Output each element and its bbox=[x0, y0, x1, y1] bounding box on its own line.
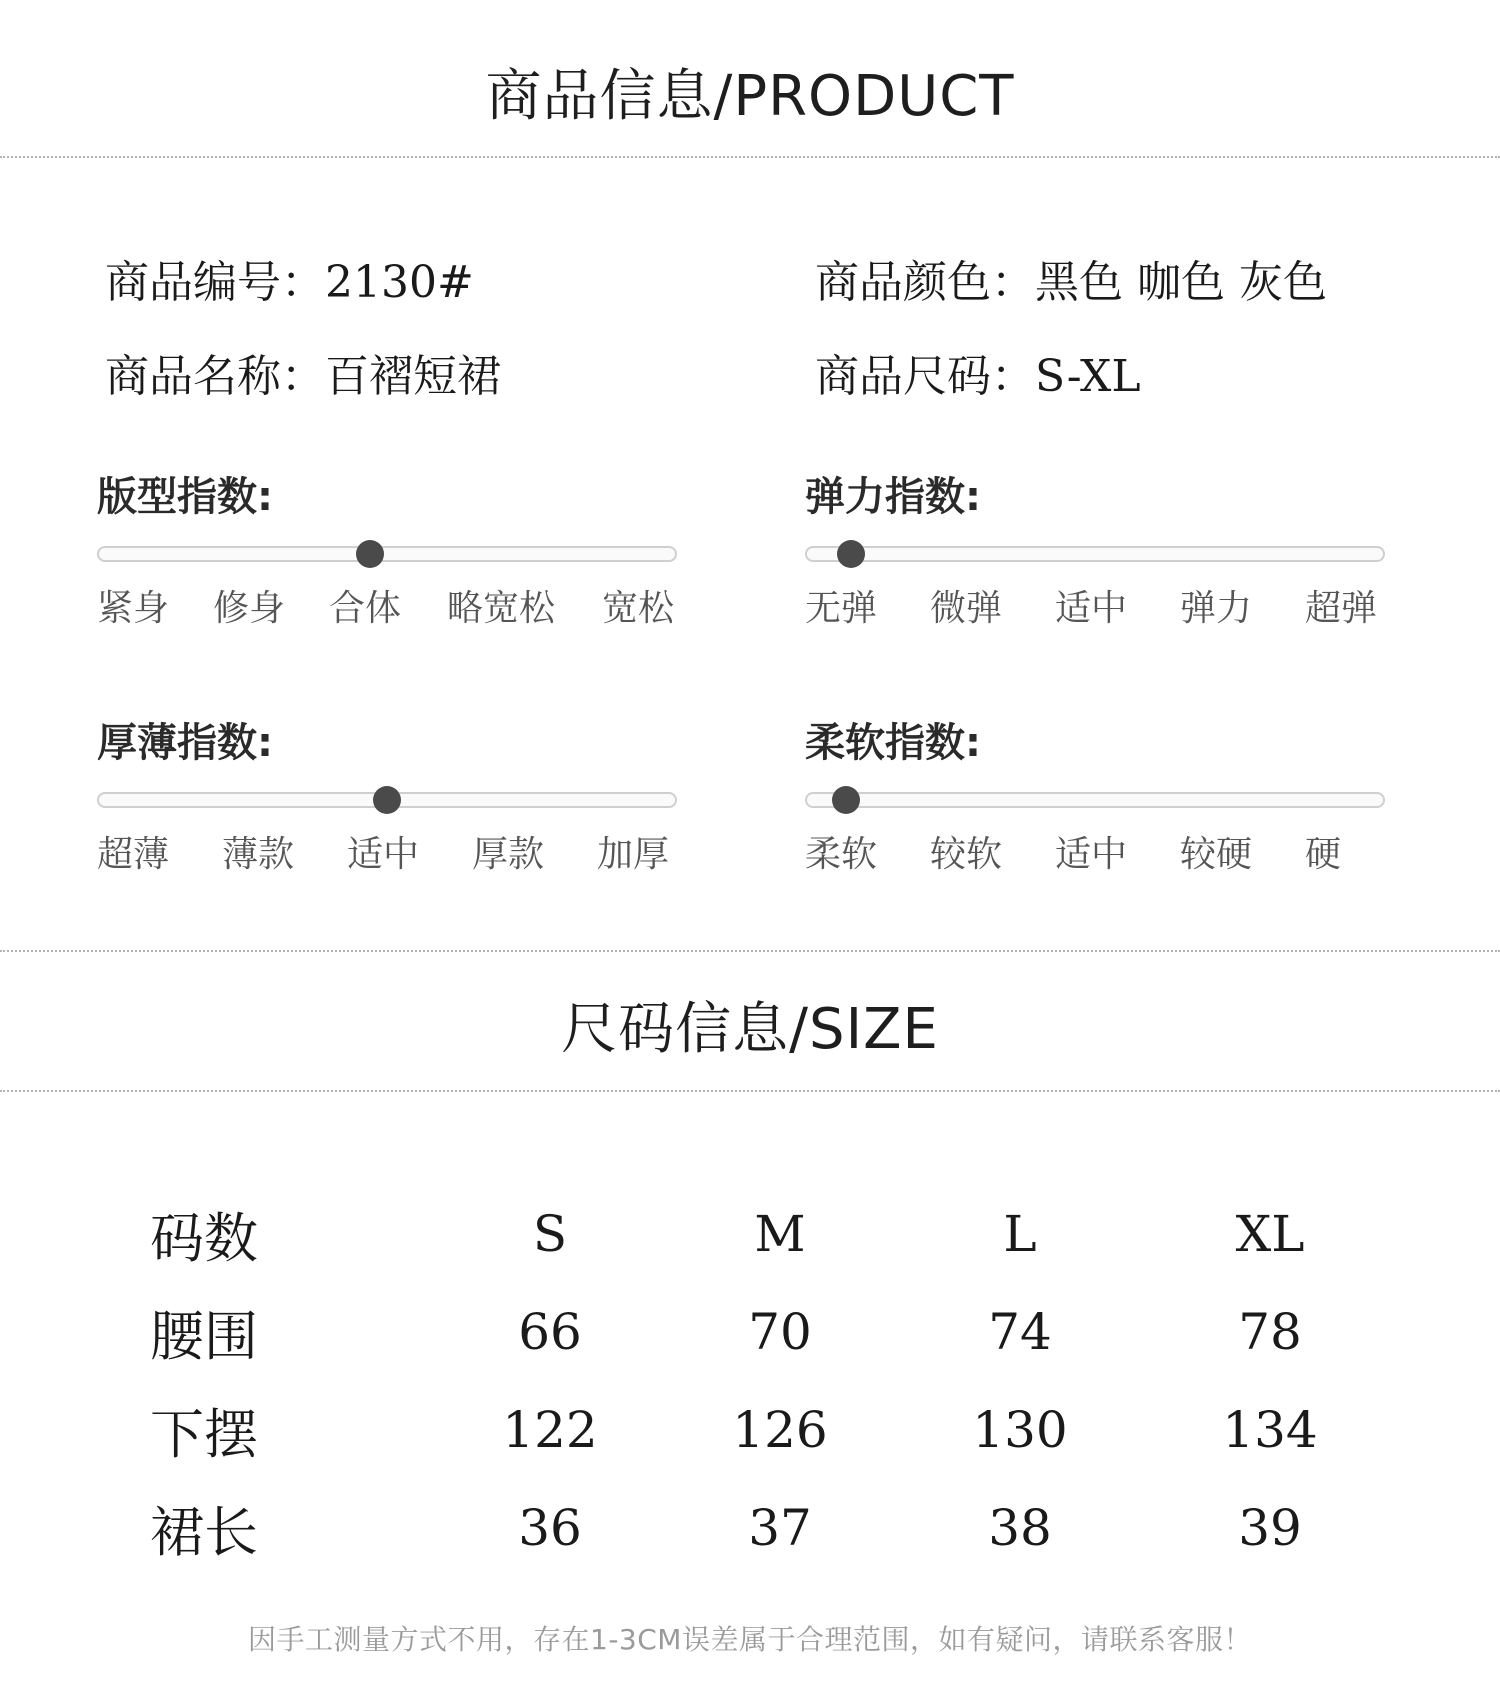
option-label: 微弹 bbox=[930, 588, 1003, 629]
size-section-title: 尺码信息/SIZE bbox=[561, 997, 939, 1062]
table-row-label: 腰围 bbox=[150, 1304, 258, 1368]
table-header-cell: XL bbox=[1235, 1205, 1305, 1263]
option-label: 紧身 bbox=[97, 588, 170, 629]
table-cell: 66 bbox=[518, 1303, 582, 1361]
divider bbox=[0, 950, 1500, 952]
table-row bbox=[150, 1479, 1380, 1577]
softness-index bbox=[805, 716, 1385, 876]
table-cell: 37 bbox=[748, 1499, 812, 1557]
slider-knob bbox=[832, 786, 860, 814]
table-cell: 74 bbox=[988, 1303, 1052, 1361]
option-label: 修身 bbox=[213, 588, 286, 629]
product-section-title: 商品信息/PRODUCT bbox=[485, 64, 1015, 129]
option-label: 加厚 bbox=[597, 834, 670, 875]
fit-index-slider bbox=[97, 524, 677, 574]
slider-knob bbox=[356, 540, 384, 568]
table-row bbox=[150, 1381, 1380, 1479]
product-code-value: 2130# bbox=[325, 257, 474, 308]
option-label: 厚款 bbox=[472, 834, 545, 875]
option-label: 硬 bbox=[1305, 834, 1342, 875]
option-label: 适中 bbox=[1055, 834, 1128, 875]
slider-track bbox=[805, 792, 1385, 808]
size-table bbox=[150, 1185, 1380, 1577]
table-row-label: 裙长 bbox=[150, 1500, 258, 1564]
table-cell: 39 bbox=[1238, 1499, 1302, 1557]
option-label: 略宽松 bbox=[447, 588, 556, 629]
product-color-row bbox=[815, 246, 1327, 310]
softness-index-title: 柔软指数: bbox=[805, 720, 981, 766]
table-row-label: 下摆 bbox=[150, 1402, 258, 1466]
option-label: 无弹 bbox=[805, 588, 878, 629]
softness-index-options bbox=[805, 826, 1385, 876]
thickness-index-options bbox=[97, 826, 677, 876]
option-label: 较软 bbox=[930, 834, 1003, 875]
thickness-index bbox=[97, 716, 677, 876]
elastic-index-options bbox=[805, 580, 1385, 630]
option-label: 超薄 bbox=[97, 834, 170, 875]
table-cell: 134 bbox=[1222, 1401, 1318, 1459]
product-name-row bbox=[105, 340, 501, 404]
product-size-row bbox=[815, 340, 1141, 404]
option-label: 合体 bbox=[329, 588, 402, 629]
option-label: 较硬 bbox=[1180, 834, 1253, 875]
slider-knob bbox=[373, 786, 401, 814]
thickness-index-title: 厚薄指数: bbox=[97, 720, 273, 766]
product-size-value: S-XL bbox=[1035, 351, 1141, 402]
table-cell: 126 bbox=[732, 1401, 828, 1459]
slider-track bbox=[97, 546, 677, 562]
table-header-cell: 码数 bbox=[150, 1206, 258, 1270]
table-cell: 70 bbox=[748, 1303, 812, 1361]
softness-index-slider bbox=[805, 770, 1385, 820]
fit-index-title: 版型指数: bbox=[97, 474, 273, 520]
slider-track bbox=[805, 546, 1385, 562]
option-label: 适中 bbox=[1055, 588, 1128, 629]
thickness-index-slider bbox=[97, 770, 677, 820]
fit-index bbox=[97, 470, 677, 630]
option-label: 薄款 bbox=[222, 834, 295, 875]
table-header-cell: L bbox=[1003, 1205, 1037, 1263]
product-name-value: 百褶短裙 bbox=[325, 351, 501, 402]
table-header-cell: S bbox=[532, 1205, 568, 1263]
elastic-index bbox=[805, 470, 1385, 630]
product-color-value: 黑色 咖色 灰色 bbox=[1035, 257, 1327, 308]
option-label: 弹力 bbox=[1180, 588, 1253, 629]
product-code-row bbox=[105, 246, 474, 310]
elastic-index-title: 弹力指数: bbox=[805, 474, 981, 520]
divider bbox=[0, 156, 1500, 158]
table-cell: 78 bbox=[1238, 1303, 1302, 1361]
measurement-disclaimer: 因手工测量方式不用，存在1-3CM误差属于合理范围，如有疑问，请联系客服！ bbox=[248, 1623, 1252, 1656]
product-color-label: 商品颜色： bbox=[815, 257, 1035, 308]
product-size-label: 商品尺码： bbox=[815, 351, 1035, 402]
table-header-row bbox=[150, 1185, 1380, 1283]
product-code-label: 商品编号： bbox=[105, 257, 325, 308]
table-cell: 36 bbox=[518, 1499, 582, 1557]
table-cell: 122 bbox=[502, 1401, 598, 1459]
table-cell: 130 bbox=[972, 1401, 1068, 1459]
option-label: 柔软 bbox=[805, 834, 878, 875]
elastic-index-slider bbox=[805, 524, 1385, 574]
option-label: 超弹 bbox=[1305, 588, 1378, 629]
table-header-cell: M bbox=[754, 1205, 806, 1263]
slider-knob bbox=[837, 540, 865, 568]
table-cell: 38 bbox=[988, 1499, 1052, 1557]
option-label: 宽松 bbox=[602, 588, 675, 629]
option-label: 适中 bbox=[347, 834, 420, 875]
fit-index-options bbox=[97, 580, 677, 630]
table-row bbox=[150, 1283, 1380, 1381]
divider bbox=[0, 1090, 1500, 1092]
product-name-label: 商品名称： bbox=[105, 351, 325, 402]
